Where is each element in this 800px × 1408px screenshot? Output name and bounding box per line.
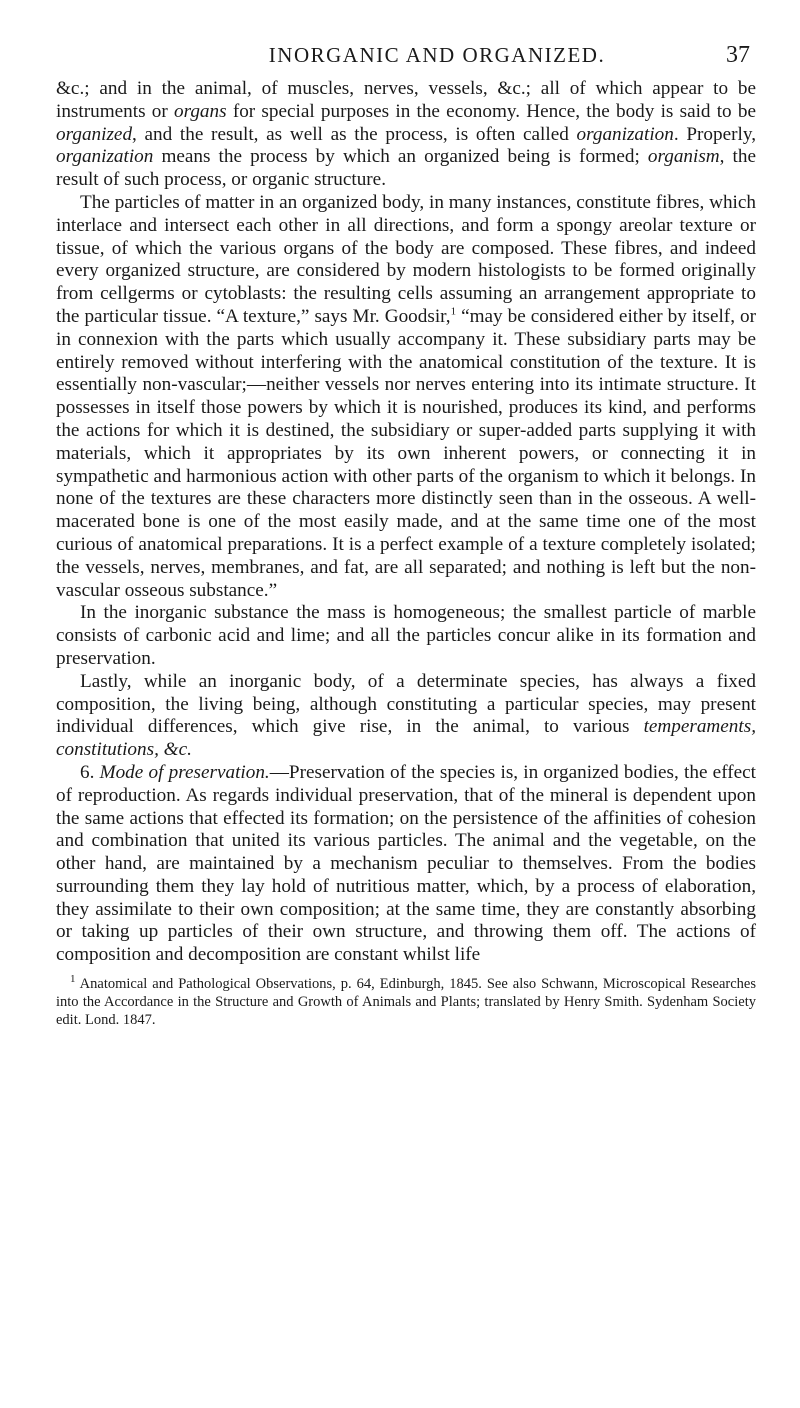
footnote-text: Anatomical and Pathological Observations, p. 64, Edinburgh, 1845. See also Schwann, Microscopical Researches into the Accordance in the Structure and Growth of Animals and Plants; translated by Henry Smith. Sydenham Society edit. Lond. 1847.	[56, 976, 756, 1029]
italic-term: organization	[576, 123, 674, 145]
paragraph-inorganic-substance	[56, 602, 756, 670]
paragraph-composition	[56, 671, 756, 762]
running-head	[56, 40, 756, 70]
footnote-marker: 1	[70, 973, 76, 986]
section-heading: Mode of preservation.	[99, 761, 270, 783]
text-span: , and the result, as well as the process, is often called	[132, 123, 577, 145]
book-page	[56, 40, 756, 1029]
italic-term: organization	[56, 146, 154, 168]
italic-term: organs	[173, 100, 227, 122]
page-number: 37	[726, 42, 750, 68]
text-span: . Properly,	[673, 123, 756, 145]
section-number: 6.	[80, 761, 100, 783]
italic-term: organized	[56, 123, 133, 145]
paragraph-mode-of-preservation	[56, 762, 756, 967]
paragraph-organs	[56, 78, 756, 192]
footnote	[56, 975, 756, 1029]
paragraph-texture	[56, 192, 756, 602]
text-span: —Preservation of the species is, in organized bodies, the effect of reproduction. As regards individual preservation, that of the mineral is dependent upon the same actions that effected its formation; on the persistence of the affinities of cohesion and combination that united its various particles. The animal and the vegetable, on the other hand, are maintained by a mechanism peculiar to themselves. From the bodies surrounding them they lay hold of nutritious matter, which, by a process of elaboration, they assimilate to their own composition; at the same time, they are constantly absorbing or taking up particles of their own structure, and throwing them off. The actions of composition and decomposition are constant whilst life	[56, 761, 756, 966]
text-span: “may be considered either by itself, or in connexion with the parts which usually accompany it. These subsidiary parts may be entirely removed without interfering with the anatomical constitution of the texture. It is essentially non-vascular;—neither vessels nor nerves entering into its intimate structure. It possesses in itself those powers by which it is nourished, produces its kind, and performs the actions for which it is destined, the subsidiary or super-added parts supplying it with materials, which it appropriates by its own inherent powers, or connecting it in sympathetic and harmonious action with other parts of the organism to which it belongs. In none of the textures are these characters more distinctly seen than in the osseous. A well-macerated bone is one of the most easily made, and at the same time one of the most curious of anatomical preparations. It is a perfect example of a texture completely isolated; the vessels, nerves, membranes, and fat, are all separated; and nothing is left but the non-vascular osseous substance.”	[56, 305, 756, 601]
body-text	[56, 78, 756, 967]
text-span: for special purposes in the economy. Hence, the body is said to be	[226, 100, 756, 122]
text-span: Lastly, while an inorganic body, of a determinate species, has always a fixed composition, the living being, although constituting a particular species, may present individual differences, which give rise, in the animal, to various	[56, 670, 756, 738]
running-title: INORGANIC AND ORGANIZED.	[268, 43, 606, 67]
italic-term: organism	[647, 146, 720, 168]
italic-term: temperaments, constitutions, &c.	[56, 716, 756, 761]
text-span: , the result of such process, or organic structure.	[56, 146, 756, 191]
text-span: The particles of matter in an organized body, in many instances, constitute fibres, which interlace and intersect each other in all directions, and form a spongy areolar texture or tissue, of which the various organs of the body are composed. These fibres, and indeed every organized structure, are considered by modern histologists to be formed originally from cellgerms or cytoblasts: the resulting cells assuming an arrangement appropriate to the particular tissue. “A texture,” says Mr. Goodsir,	[56, 191, 756, 327]
footnote-reference: 1	[450, 305, 457, 318]
text-span: In the inorganic substance the mass is homogeneous; the smallest particle of marble consists of carbonic acid and lime; and all the particles concur alike in its formation and preservation.	[56, 602, 756, 669]
text-span: &c.; and in the animal, of muscles, nerves, vessels, &c.; all of which appear to be instruments or	[56, 78, 756, 122]
text-span: means the process by which an organized being is formed;	[153, 146, 648, 168]
